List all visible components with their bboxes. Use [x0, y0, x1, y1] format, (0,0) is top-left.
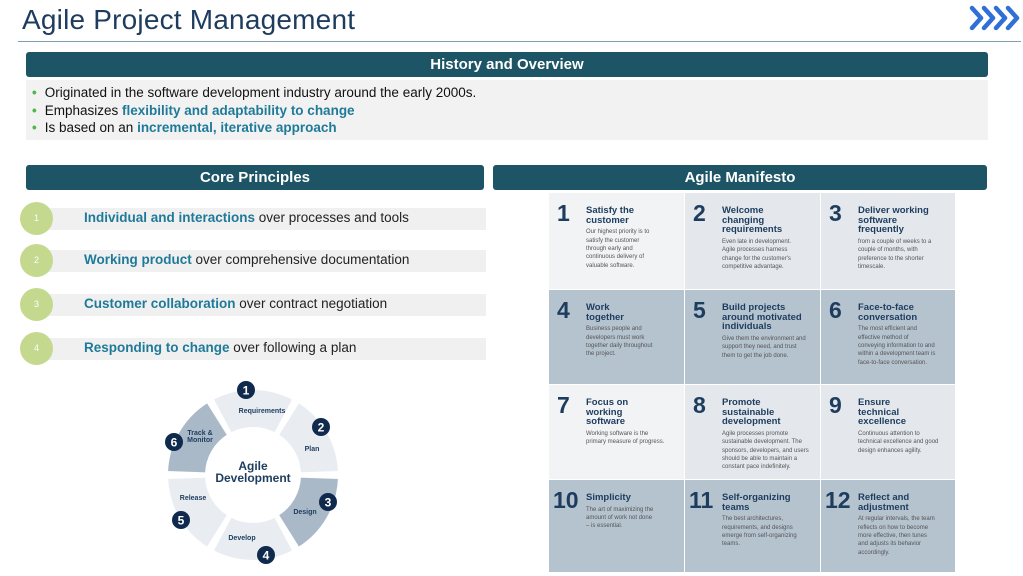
- cycle-center-line2: Development: [215, 471, 291, 485]
- manifesto-title-line: frequently: [858, 224, 904, 236]
- manifesto-title-line: around motivated: [722, 311, 802, 323]
- manifesto-description-line: design enhances agility.: [858, 447, 922, 454]
- principle-highlight: Responding to change: [84, 340, 230, 355]
- manifesto-description-line: preference to the shorter: [858, 255, 924, 262]
- manifesto-description-line: emerge from self-organizing: [722, 533, 797, 539]
- manifesto-description-line: Business people and: [586, 326, 642, 333]
- manifesto-description-line: Give them the environment and: [722, 335, 806, 342]
- manifesto-title-line: requirements: [722, 224, 783, 236]
- cycle-badge: [237, 381, 255, 399]
- cycle-badge-number: 4: [262, 548, 270, 563]
- manifesto-cell: [821, 290, 955, 384]
- manifesto-title-line: teams: [722, 501, 750, 513]
- manifesto-grid: [549, 193, 955, 572]
- manifesto-description: [586, 506, 678, 531]
- manifesto-title-line: conversation: [858, 311, 918, 323]
- manifesto-title-line: sustainable: [722, 406, 775, 418]
- manifesto-description: [858, 325, 950, 367]
- history-highlight: flexibility and adaptability to change: [122, 102, 355, 118]
- manifesto-description: [722, 515, 814, 549]
- manifesto-description-line: amount of work not done: [586, 515, 653, 521]
- page-title: Agile Project Management: [22, 4, 356, 35]
- manifesto-title: [722, 206, 818, 235]
- manifesto-description-line: The art of maximizing the: [586, 506, 654, 513]
- manifesto-description: [858, 430, 950, 455]
- manifesto-title-line: Work: [586, 302, 610, 313]
- manifesto-title: [722, 398, 818, 427]
- manifesto-description-line: constant pace indefinitely.: [722, 464, 791, 471]
- manifesto-title: [722, 303, 818, 332]
- cycle-badge-number: 2: [317, 420, 325, 435]
- cycle-step-label: Plan: [304, 446, 320, 453]
- cycle-badge-number: 1: [242, 383, 250, 398]
- principle-highlight: Working product: [84, 252, 192, 267]
- principle-item: [18, 244, 486, 278]
- cycle-step-label: Design: [293, 509, 317, 516]
- manifesto-description: [722, 335, 814, 360]
- manifesto-description: [586, 325, 678, 359]
- manifesto-number: 6: [829, 297, 842, 323]
- cycle-badge: [312, 418, 330, 436]
- principle-number: 3: [20, 288, 53, 321]
- bullet-icon: •: [32, 85, 37, 100]
- manifesto-number: 5: [693, 297, 706, 323]
- manifesto-title-line: customer: [586, 214, 629, 226]
- chevrons-icon: [968, 2, 1020, 34]
- manifesto-description-line: effective method of: [858, 334, 909, 341]
- manifesto-title-line: excellence: [858, 416, 907, 428]
- manifesto-cell: [685, 480, 820, 572]
- manifesto-description-line: more effective, then tunes: [858, 533, 927, 539]
- manifesto-description-line: developers must work: [586, 334, 645, 341]
- manifesto-title: [858, 493, 954, 512]
- manifesto-description-line: sponsors, developers, and users: [722, 447, 809, 454]
- manifesto-description: [858, 238, 950, 272]
- manifesto-title: [858, 206, 954, 235]
- manifesto-cell: [549, 480, 684, 572]
- history-box: [26, 80, 988, 140]
- manifesto-number: 11: [689, 487, 714, 513]
- manifesto-description-line: the project.: [586, 351, 616, 358]
- principle-text: [84, 340, 356, 355]
- history-text: Is based on an: [44, 120, 138, 135]
- manifesto-number: 1: [557, 200, 570, 226]
- manifesto-title-line: working: [586, 406, 623, 418]
- manifesto-title-line: Simplicity: [586, 492, 631, 503]
- manifesto-description-line: – is essential.: [586, 523, 623, 530]
- manifesto-description-line: Working software is the: [586, 430, 649, 437]
- manifesto-description-line: technical excellence and good: [858, 439, 939, 446]
- manifesto-cell: [685, 193, 820, 289]
- history-header: History and Overview: [26, 52, 988, 77]
- manifesto-description-line: reflects on how to become: [858, 524, 929, 531]
- manifesto-description-line: sustainable development. The: [722, 439, 802, 446]
- agile-manifesto-header: Agile Manifesto: [493, 165, 987, 190]
- manifesto-title: [586, 398, 682, 427]
- manifesto-cell: [549, 193, 684, 289]
- history-bullet: [32, 119, 988, 137]
- manifesto-description-line: primary measure of progress.: [586, 439, 665, 446]
- manifesto-cell: [821, 480, 955, 572]
- history-list: [26, 80, 988, 137]
- manifesto-cell: [821, 385, 955, 479]
- cycle-step-label: Release: [179, 495, 207, 502]
- principle-rest: over following a plan: [229, 340, 357, 355]
- manifesto-title-line: development: [722, 416, 781, 428]
- principle-rest: over contract negotiation: [235, 296, 388, 311]
- manifesto-title: [586, 493, 682, 503]
- manifesto-description-line: competitive advantage.: [722, 264, 784, 271]
- manifesto-title-line: together: [586, 311, 624, 323]
- manifesto-title-line: Satisfy the: [586, 205, 635, 216]
- manifesto-title-line: Face-to-face: [858, 302, 914, 313]
- manifesto-description-line: teams.: [722, 541, 741, 548]
- manifesto-title-line: Focus on: [586, 397, 629, 408]
- manifesto-description: [722, 430, 814, 472]
- bullet-icon: •: [32, 120, 37, 135]
- manifesto-description-line: timescale.: [858, 264, 886, 271]
- manifesto-description-line: them to get the job done.: [722, 352, 789, 359]
- manifesto-title-line: software: [858, 214, 898, 226]
- principle-text: [84, 210, 409, 225]
- manifesto-description-line: The most efficient and: [858, 326, 917, 333]
- manifesto-cell: [685, 385, 820, 479]
- principle-rest: over processes and tools: [255, 210, 409, 225]
- manifesto-title-line: Self-organizing: [722, 492, 791, 503]
- manifesto-cell: [685, 290, 820, 384]
- manifesto-title-line: technical: [858, 406, 900, 418]
- history-highlight: incremental, iterative approach: [137, 120, 337, 135]
- cycle-badge: [172, 511, 190, 529]
- manifesto-number: 9: [829, 392, 842, 418]
- manifesto-description-line: face-to-face conversation.: [858, 359, 928, 366]
- manifesto-description-line: valuable software.: [586, 262, 635, 269]
- manifesto-cell: [821, 193, 955, 289]
- manifesto-description-line: through early and: [586, 246, 633, 252]
- cycle-badge-number: 5: [177, 513, 185, 528]
- manifesto-title-line: Build projects: [722, 302, 786, 313]
- manifesto-description-line: within a development team is: [858, 351, 936, 358]
- manifesto-title: [722, 493, 818, 512]
- cycle-badge-number: 3: [324, 495, 332, 510]
- cycle-badge: [319, 493, 337, 511]
- principle-number: 2: [20, 244, 53, 277]
- cycle-badge: [165, 433, 183, 451]
- title-underline: [18, 41, 1021, 42]
- manifesto-title: [586, 206, 682, 225]
- manifesto-number: 3: [829, 200, 842, 226]
- manifesto-description-line: satisfy the customer: [586, 237, 640, 244]
- principle-item: [18, 202, 486, 236]
- cycle-badge-number: 6: [170, 435, 178, 450]
- manifesto-description-line: accordingly.: [858, 549, 890, 556]
- manifesto-title-line: Ensure: [858, 397, 891, 408]
- manifesto-description-line: At regular intervals, the team: [858, 516, 935, 523]
- cycle-step-label: Track &: [187, 430, 213, 437]
- principle-text: [84, 296, 387, 311]
- manifesto-description-line: The best architectures,: [722, 516, 784, 523]
- manifesto-number: 12: [825, 487, 851, 513]
- manifesto-title-line: changing: [722, 214, 765, 226]
- manifesto-number: 4: [557, 297, 570, 323]
- history-bullet: [32, 102, 988, 120]
- manifesto-number: 10: [553, 487, 579, 513]
- manifesto-cell: [549, 385, 684, 479]
- principle-rest: over comprehensive documentation: [191, 252, 410, 267]
- manifesto-title: [858, 398, 954, 427]
- manifesto-number: 8: [693, 392, 706, 418]
- bullet-icon: •: [32, 102, 37, 118]
- manifesto-title-line: Deliver working: [858, 205, 929, 216]
- manifesto-description-line: conveying information to and: [858, 343, 935, 349]
- manifesto-description-line: Agile processes harness: [722, 247, 788, 254]
- manifesto-number: 2: [693, 200, 706, 226]
- manifesto-description-line: Agile processes promote: [722, 430, 789, 437]
- principle-item: [18, 288, 486, 322]
- manifesto-title-line: individuals: [722, 321, 772, 333]
- manifesto-description-line: Our highest priority is to: [586, 229, 650, 236]
- manifesto-description-line: from a couple of weeks to a: [858, 238, 932, 245]
- manifesto-number: 7: [557, 392, 570, 418]
- principle-number: 4: [20, 332, 53, 365]
- principle-highlight: Customer collaboration: [84, 296, 236, 311]
- manifesto-description: [858, 515, 950, 557]
- manifesto-title: [858, 303, 954, 322]
- manifesto-description-line: together daily throughout: [586, 343, 653, 349]
- manifesto-description-line: support they need, and trust: [722, 344, 797, 351]
- manifesto-description-line: change for the customer's: [722, 255, 791, 262]
- manifesto-description: [722, 238, 814, 272]
- history-text: Emphasizes: [44, 102, 123, 118]
- manifesto-description-line: Even late in development.: [722, 238, 792, 245]
- cycle-step-label: Develop: [228, 535, 256, 542]
- manifesto-description-line: Continuous attention to: [858, 430, 920, 437]
- manifesto-description-line: continuous delivery of: [586, 254, 645, 261]
- manifesto-description-line: should be able to maintain a: [722, 456, 798, 463]
- core-principles-header: Core Principles: [26, 165, 484, 190]
- agile-cycle-diagram: [160, 378, 346, 568]
- principle-number: 1: [20, 202, 53, 235]
- manifesto-title-line: Promote: [722, 397, 761, 408]
- manifesto-title-line: Welcome: [722, 205, 764, 216]
- manifesto-description-line: couple of months, with: [858, 247, 918, 254]
- manifesto-title: [586, 303, 682, 322]
- history-text: Originated in the software development industry around the early 2000s.: [44, 85, 477, 100]
- manifesto-description-line: and adjusts its behavior: [858, 541, 922, 548]
- manifesto-description-line: requirements, and designs: [722, 524, 793, 531]
- principle-highlight: Individual and interactions: [84, 210, 256, 225]
- manifesto-description: [586, 228, 678, 270]
- history-bullet: [32, 84, 988, 102]
- manifesto-title-line: software: [586, 416, 626, 428]
- principle-text: [84, 252, 409, 267]
- manifesto-title-line: adjustment: [858, 501, 909, 513]
- cycle-step-label: Requirements: [238, 408, 286, 415]
- manifesto-title-line: Reflect and: [858, 492, 910, 503]
- manifesto-cell: [549, 290, 684, 384]
- manifesto-description: [586, 430, 678, 447]
- cycle-badge: [257, 546, 275, 564]
- cycle-center-line1: Agile: [238, 459, 268, 473]
- principle-item: [18, 332, 486, 366]
- cycle-step-label: Monitor: [187, 437, 213, 444]
